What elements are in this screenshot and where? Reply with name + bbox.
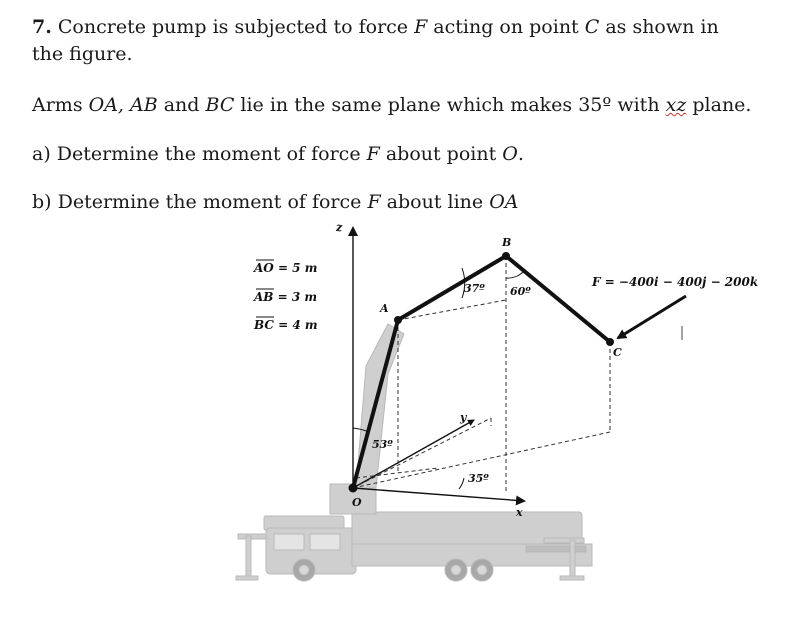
- arms-statement: [32, 92, 751, 119]
- arm-bc-symbol: BC: [205, 94, 235, 116]
- question-b-text-2: about line: [380, 191, 490, 213]
- label-o: O: [352, 496, 362, 509]
- label-c: C: [613, 346, 622, 359]
- question-a-text-1: a) Determine the moment of force: [32, 143, 367, 165]
- arms-symbols: OA, AB: [88, 94, 158, 116]
- point-c: [606, 338, 614, 346]
- question-b: [32, 189, 519, 216]
- x-axis-label: x: [516, 506, 523, 519]
- label-a: A: [380, 302, 389, 315]
- point-a: [394, 316, 402, 324]
- legend-ab: AB = 3 m: [254, 290, 318, 304]
- xz-plane-symbol: xz: [665, 94, 687, 116]
- question-b-text-1: b) Determine the moment of force: [32, 191, 368, 213]
- force-symbol: F: [414, 16, 428, 38]
- question-b-line: OA: [489, 191, 519, 213]
- truck-illustration: [236, 324, 592, 581]
- question-a-point: O: [502, 143, 518, 165]
- question-a-text-3: .: [517, 143, 524, 165]
- question-a-text-2: about point: [379, 143, 503, 165]
- y-axis-label: y: [460, 411, 467, 424]
- question-b-force: F: [367, 191, 381, 213]
- arms-text-1: Arms: [32, 94, 89, 116]
- legend-ao: AO = 5 m: [254, 261, 318, 275]
- arms-text-4: plane.: [686, 94, 752, 116]
- force-label: F = −400i − 400j − 200k: [592, 275, 759, 289]
- angle-53: 53º: [372, 438, 393, 451]
- point-b: [502, 252, 510, 260]
- angle-37: 37º: [464, 282, 485, 295]
- concrete-pump-figure: [226, 216, 786, 596]
- z-axis-label: z: [336, 221, 343, 234]
- angle-60: 60º: [510, 285, 531, 298]
- point-symbol-c: C: [584, 16, 600, 38]
- label-b: B: [502, 236, 512, 249]
- right-outrigger: [544, 538, 584, 543]
- force-arrow: [618, 296, 686, 338]
- question-a: [32, 141, 524, 168]
- arms-text-2: and: [157, 94, 206, 116]
- x-axis: [353, 488, 524, 501]
- problem-number: 7.: [32, 16, 52, 38]
- question-a-force: F: [366, 143, 380, 165]
- point-o: [349, 484, 358, 493]
- arms-text-3: lie in the same plane which makes 35º with: [234, 94, 666, 116]
- statement-text-3: as shown in the figure.: [32, 16, 719, 65]
- statement-text-2: acting on point: [427, 16, 585, 38]
- problem-statement: [32, 14, 732, 68]
- legend-bc: BC = 4 m: [254, 318, 318, 332]
- statement-text-1: Concrete pump is subjected to force: [57, 16, 415, 38]
- angle-35: 35º: [468, 472, 489, 485]
